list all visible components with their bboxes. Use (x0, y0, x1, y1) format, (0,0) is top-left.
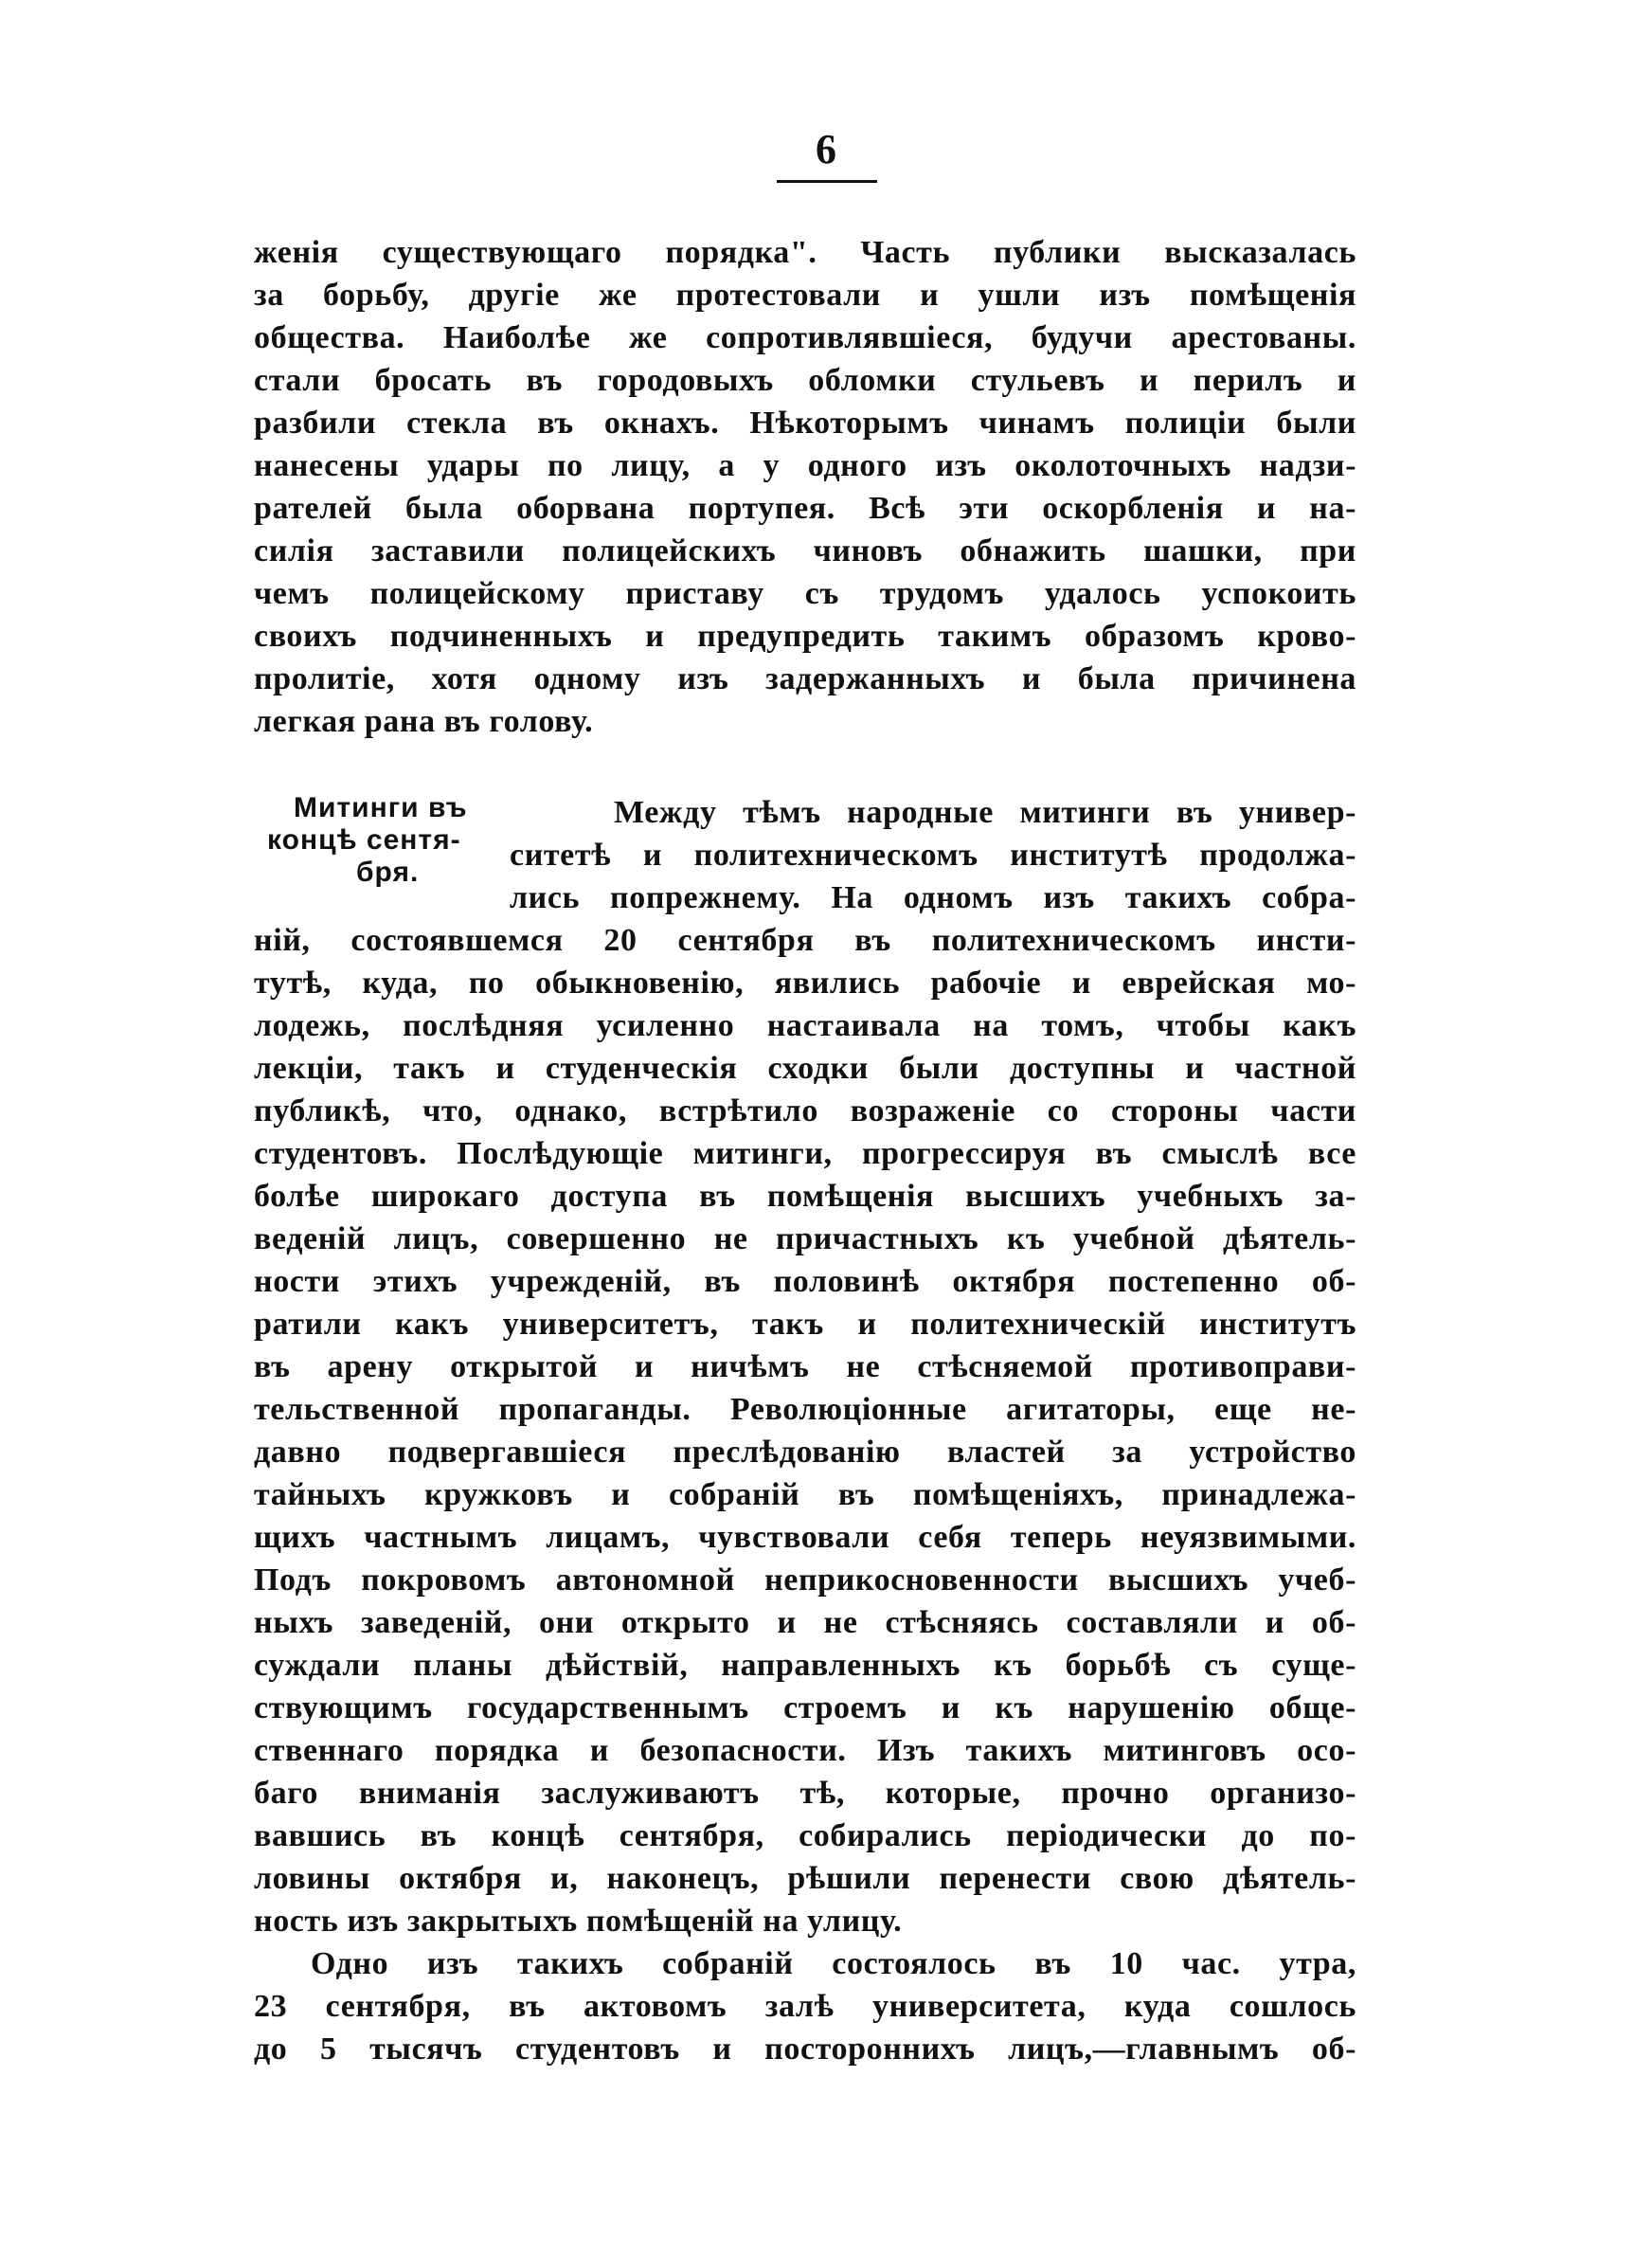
text-line: легкая рана въ голову. (254, 704, 594, 739)
text-line: рателей была оборвана портупея. Всѣ эти оскорбленія и на- (254, 491, 1356, 526)
text-line: лись попрежнему. На одномъ изъ такихъ собра- (510, 880, 1356, 915)
text-line: вавшись въ концѣ сентября, собирались періодически до по- (254, 1818, 1356, 1853)
text-line: общества. Наиболѣе же сопротивлявшіеся, будучи арестованы. (254, 320, 1356, 355)
text-line: тутѣ, куда, по обыкновенію, явились рабочіе и еврейская мо- (254, 966, 1356, 1001)
text-line: Одно изъ такихъ собраній состоялось въ 10 час. утра, (311, 1946, 1356, 1981)
text-line: болѣе широкаго доступа въ помѣщенія высшихъ учебныхъ за- (254, 1179, 1356, 1214)
text-line: до 5 тысячъ студентовъ и постороннихъ лицъ,—главнымъ об- (254, 2031, 1356, 2067)
text-line: суждали планы дѣйствій, направленныхъ къ борьбѣ съ суще- (254, 1648, 1356, 1683)
text-line: ныхъ заведеній, они открыто и не стѣсняясь составляли и об- (254, 1605, 1356, 1640)
text-line: ности этихъ учрежденій, въ половинѣ октября постепенно об- (254, 1264, 1356, 1299)
text-line: 23 сентября, въ актовомъ залѣ университета, куда сошлось (254, 1989, 1356, 2024)
page-number-underline (777, 180, 877, 183)
text-line: чемъ полицейскому приставу съ трудомъ удалось успокоить (254, 576, 1356, 611)
text-line: публикѣ, что, однако, встрѣтило возраженіе со стороны части (254, 1093, 1356, 1128)
margin-note-line: Митинги въ (294, 792, 468, 823)
text-line: баго вниманія заслуживаютъ тѣ, которые, прочно организо- (254, 1776, 1356, 1811)
page-number: 6 (816, 126, 836, 172)
margin-note-line: концѣ сентя- (267, 824, 461, 856)
text-line: тельственной пропаганды. Революціонные агитаторы, еще не- (254, 1392, 1356, 1427)
margin-note-line: бря. (356, 857, 420, 888)
text-line: тайныхъ кружковъ и собраній въ помѣщеніяхъ, принадлежа- (254, 1477, 1356, 1512)
text-line: щихъ частнымъ лицамъ, чувствовали себя теперь неуязвимыми. (254, 1520, 1356, 1555)
text-line: въ арену открытой и ничѣмъ не стѣсняемой противоправи- (254, 1349, 1356, 1384)
text-line: за борьбу, другіе же протестовали и ушли изъ помѣщенія (254, 278, 1356, 313)
text-line: разбили стекла въ окнахъ. Нѣкоторымъ чинамъ полиціи были (254, 406, 1356, 441)
text-line: ственнаго порядка и безопасности. Изъ такихъ митинговъ осо- (254, 1733, 1356, 1768)
text-line: давно подвергавшіеся преслѣдованію властей за устройство (254, 1435, 1356, 1470)
text-line: студентовъ. Послѣдующіе митинги, прогрессируя въ смыслѣ все (254, 1136, 1356, 1171)
text-line: пролитіе, хотя одному изъ задержанныхъ и была причинена (254, 661, 1356, 696)
text-line: ситетѣ и политехническомъ институтѣ продолжа- (510, 838, 1356, 873)
text-line: нанесены удары по лицу, а у одного изъ околоточныхъ надзи- (254, 448, 1356, 483)
text-line: ствующимъ государственнымъ строемъ и къ нарушенію обще- (254, 1690, 1356, 1725)
text-line: ратили какъ университетъ, такъ и политехническій институтъ (254, 1307, 1356, 1342)
text-line: стали бросать въ городовыхъ обломки стульевъ и перилъ и (254, 363, 1356, 398)
text-line: ловины октября и, наконецъ, рѣшили перенести свою дѣятель- (254, 1861, 1356, 1896)
text-line: силія заставили полицейскихъ чиновъ обнажить шашки, при (254, 533, 1356, 569)
margin-note (254, 792, 510, 889)
text-line: веденій лицъ, совершенно не причастныхъ къ учебной дѣятель- (254, 1221, 1356, 1256)
text-line: Между тѣмъ народные митинги въ универ- (614, 795, 1356, 830)
text-line: ность изъ закрытыхъ помѣщеній на улицу. (254, 1904, 903, 1939)
text-line: лекціи, такъ и студенческія сходки были доступны и частной (254, 1051, 1356, 1086)
text-line: лодежь, послѣдняя усиленно настаивала на томъ, чтобы какъ (254, 1008, 1356, 1043)
text-line: женія существующаго порядка". Часть публики высказалась (254, 235, 1356, 270)
text-line: своихъ подчиненныхъ и предупредить такимъ образомъ крово- (254, 619, 1356, 654)
text-line: ній, состоявшемся 20 сентября въ политехническомъ инсти- (254, 923, 1356, 958)
text-line: Подъ покровомъ автономной неприкосновенности высшихъ учеб- (254, 1562, 1356, 1598)
